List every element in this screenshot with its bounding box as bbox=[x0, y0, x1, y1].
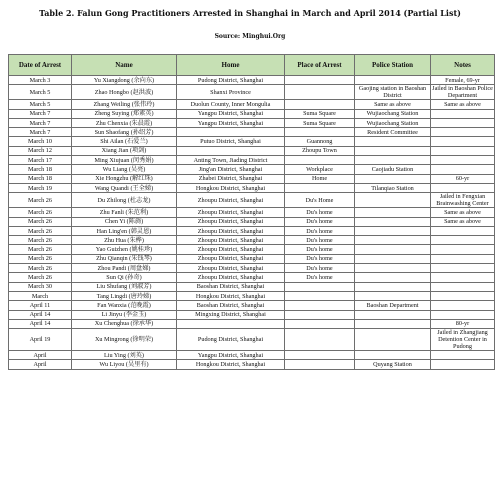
table-row bbox=[9, 137, 495, 146]
station-cell bbox=[355, 137, 431, 146]
notes-cell bbox=[431, 282, 495, 291]
date-cell: March 26 bbox=[9, 226, 72, 235]
place-cell: Suma Square bbox=[285, 109, 355, 118]
home-cell: Zhoupu District, Shanghai bbox=[177, 273, 285, 282]
station-cell bbox=[355, 282, 431, 291]
home-cell: Pudong District, Shanghai bbox=[177, 329, 285, 351]
name-cell: Zhu Fanli (朱范利) bbox=[72, 208, 177, 217]
name-cell: Han Ling'en (韩灵恩) bbox=[72, 226, 177, 235]
station-cell bbox=[355, 174, 431, 183]
notes-cell: Jailed in Fengxian Brainwashing Center bbox=[431, 193, 495, 208]
notes-cell bbox=[431, 273, 495, 282]
name-cell: Xiang Jian (项剑) bbox=[72, 146, 177, 155]
home-cell: Mingxing District, Shanghai bbox=[177, 310, 285, 319]
place-cell: Du's home bbox=[285, 226, 355, 235]
notes-cell: Jailed in Zhangjiang Detention Center in Pudong bbox=[431, 329, 495, 351]
name-cell: Li Jinyu (李金玉) bbox=[72, 310, 177, 319]
notes-cell bbox=[431, 245, 495, 254]
station-cell bbox=[355, 351, 431, 360]
table-row bbox=[9, 301, 495, 310]
date-cell: March 7 bbox=[9, 109, 72, 118]
station-cell bbox=[355, 245, 431, 254]
date-cell: March 12 bbox=[9, 146, 72, 155]
notes-cell bbox=[431, 301, 495, 310]
header-date: Date of Arrest bbox=[9, 55, 72, 76]
station-cell: Quyang Station bbox=[355, 360, 431, 369]
name-cell: Shi Ailan (石爱兰) bbox=[72, 137, 177, 146]
home-cell: Zhoupu District, Shanghai bbox=[177, 208, 285, 217]
table-row bbox=[9, 310, 495, 319]
date-cell: April 14 bbox=[9, 310, 72, 319]
table-row bbox=[9, 360, 495, 369]
place-cell bbox=[285, 128, 355, 137]
station-cell: Resident Committee bbox=[355, 128, 431, 137]
table-row bbox=[9, 264, 495, 273]
table-row bbox=[9, 85, 495, 100]
notes-cell bbox=[431, 264, 495, 273]
notes-cell: Same as above bbox=[431, 217, 495, 226]
table-row bbox=[9, 282, 495, 291]
table-source: Source: Minghui.Org bbox=[214, 33, 286, 40]
place-cell: Guannong bbox=[285, 137, 355, 146]
place-cell: Du's home bbox=[285, 208, 355, 217]
home-cell: Yangpu District, Shanghai bbox=[177, 118, 285, 127]
arrests-table bbox=[8, 54, 495, 370]
header-name: Name bbox=[72, 55, 177, 76]
table-row bbox=[9, 174, 495, 183]
home-cell: Zhoupu District, Shanghai bbox=[177, 226, 285, 235]
notes-cell bbox=[431, 291, 495, 300]
place-cell bbox=[285, 329, 355, 351]
station-cell bbox=[355, 273, 431, 282]
name-cell: Liu Shufang (刘淑芳) bbox=[72, 282, 177, 291]
date-cell: March 5 bbox=[9, 85, 72, 100]
place-cell: Workplace bbox=[285, 165, 355, 174]
place-cell: Du's home bbox=[285, 264, 355, 273]
date-cell: March 26 bbox=[9, 264, 72, 273]
name-cell: Sun Shaofang (孙绍芳) bbox=[72, 128, 177, 137]
station-cell: Baoshan Department bbox=[355, 301, 431, 310]
table-row bbox=[9, 146, 495, 155]
table-row bbox=[9, 156, 495, 165]
place-cell bbox=[285, 319, 355, 328]
notes-cell bbox=[431, 254, 495, 263]
home-cell: Zhoupu District, Shanghai bbox=[177, 245, 285, 254]
table-row bbox=[9, 100, 495, 109]
home-cell bbox=[177, 319, 285, 328]
place-cell bbox=[285, 301, 355, 310]
station-cell: Tilanqiao Station bbox=[355, 183, 431, 192]
table-row bbox=[9, 208, 495, 217]
date-cell: March 7 bbox=[9, 128, 72, 137]
name-cell: Chen Yi (陈旖) bbox=[72, 217, 177, 226]
home-cell: Hongkou District, Shanghai bbox=[177, 291, 285, 300]
header-place: Place of Arrest bbox=[285, 55, 355, 76]
station-cell bbox=[355, 217, 431, 226]
table-row bbox=[9, 351, 495, 360]
place-cell: Du's home bbox=[285, 236, 355, 245]
notes-cell bbox=[431, 118, 495, 127]
home-cell: Zhoupu District, Shanghai bbox=[177, 217, 285, 226]
name-cell: Zhu Qianqin (朱钱琴) bbox=[72, 254, 177, 263]
station-cell bbox=[355, 146, 431, 155]
date-cell: March 26 bbox=[9, 208, 72, 217]
place-cell bbox=[285, 85, 355, 100]
name-cell: Zhu Chenxia (朱晨霞) bbox=[72, 118, 177, 127]
name-cell: Yu Xiangdong (余向东) bbox=[72, 76, 177, 85]
place-cell bbox=[285, 156, 355, 165]
place-cell: Du's Home bbox=[285, 193, 355, 208]
home-cell: Jing'an District, Shanghai bbox=[177, 165, 285, 174]
date-cell: March 19 bbox=[9, 183, 72, 192]
name-cell: Ming Xiujuan (闵秀娟) bbox=[72, 156, 177, 165]
station-cell: Gaojing station in Baoshan District bbox=[355, 85, 431, 100]
date-cell: March 30 bbox=[9, 282, 72, 291]
table-row bbox=[9, 118, 495, 127]
place-cell bbox=[285, 360, 355, 369]
notes-cell bbox=[431, 156, 495, 165]
place-cell bbox=[285, 76, 355, 85]
name-cell: Fan Wanxia (范晚霞) bbox=[72, 301, 177, 310]
home-cell: Anting Town, Jiading District bbox=[177, 156, 285, 165]
header-notes: Notes bbox=[431, 55, 495, 76]
name-cell: Wu Liyou (吴里有) bbox=[72, 360, 177, 369]
name-cell: Xie Hongzhu (解红珠) bbox=[72, 174, 177, 183]
name-cell: Du Zhilong (杜志龙) bbox=[72, 193, 177, 208]
name-cell: Wang Quandi (王全娣) bbox=[72, 183, 177, 192]
table-row bbox=[9, 226, 495, 235]
date-cell: April bbox=[9, 351, 72, 360]
name-cell: Zhang Weiling (张伟玲) bbox=[72, 100, 177, 109]
home-cell: Duolun County, Inner Mongulia bbox=[177, 100, 285, 109]
header-home: Home bbox=[177, 55, 285, 76]
place-cell: Zhoupu Town bbox=[285, 146, 355, 155]
station-cell: Wujiaochang Station bbox=[355, 118, 431, 127]
notes-cell: Jailed in Baoshan Police Department bbox=[432, 85, 493, 100]
station-cell: Wujiaochang Station bbox=[355, 109, 431, 118]
home-cell: Baoshan District, Shanghai bbox=[177, 282, 285, 291]
notes-cell bbox=[431, 226, 495, 235]
table-row bbox=[9, 109, 495, 118]
notes-cell bbox=[431, 109, 495, 118]
table-row bbox=[9, 128, 495, 137]
name-cell: Sun Qi (孙奇) bbox=[72, 273, 177, 282]
home-cell bbox=[177, 128, 285, 137]
table-row bbox=[9, 245, 495, 254]
place-cell: Du's home bbox=[285, 254, 355, 263]
home-cell: Putuo District, Shanghai bbox=[177, 137, 285, 146]
station-cell bbox=[355, 264, 431, 273]
place-cell bbox=[285, 282, 355, 291]
home-cell: Hongkou District, Shanghai bbox=[177, 183, 285, 192]
table-row bbox=[9, 183, 495, 192]
home-cell: Zhoupu District, Shanghai bbox=[177, 236, 285, 245]
home-cell: Zhabei District, Shanghai bbox=[177, 174, 285, 183]
home-cell: Zhoupu District, Shanghai bbox=[177, 193, 285, 208]
notes-cell: Same as above bbox=[431, 208, 495, 217]
home-cell: Yangpu District, Shanghai bbox=[177, 109, 285, 118]
name-cell: Liu Ying (刘英) bbox=[72, 351, 177, 360]
name-cell: Tang Lingdi (唐玲娣) bbox=[72, 291, 177, 300]
station-cell bbox=[355, 226, 431, 235]
home-cell: Pudong District, Shanghai bbox=[177, 76, 285, 85]
notes-cell bbox=[431, 310, 495, 319]
place-cell bbox=[285, 310, 355, 319]
date-cell: March 5 bbox=[9, 100, 72, 109]
notes-cell bbox=[431, 351, 495, 360]
notes-cell bbox=[431, 183, 495, 192]
date-cell: March 26 bbox=[9, 245, 72, 254]
home-cell: Shanxi Province bbox=[177, 85, 285, 100]
name-cell: Xu Chenghua (徐承华) bbox=[72, 319, 177, 328]
station-cell: Caojiadu Station bbox=[355, 165, 431, 174]
place-cell: Du's home bbox=[285, 245, 355, 254]
station-cell bbox=[355, 254, 431, 263]
place-cell: Du's home bbox=[285, 273, 355, 282]
table-row bbox=[9, 165, 495, 174]
station-cell bbox=[355, 310, 431, 319]
date-cell: March 26 bbox=[9, 254, 72, 263]
station-cell bbox=[355, 208, 431, 217]
place-cell bbox=[285, 291, 355, 300]
home-cell: Hongkou District, Shanghai bbox=[177, 360, 285, 369]
name-cell: Yao Guizhen (姚桂珍) bbox=[72, 245, 177, 254]
notes-cell: Female, 69-yr bbox=[431, 76, 495, 85]
notes-cell bbox=[431, 360, 495, 369]
home-cell: Baoshan District, Shanghai bbox=[177, 301, 285, 310]
date-cell: March 18 bbox=[9, 174, 72, 183]
notes-cell: Same as above bbox=[431, 100, 495, 109]
notes-cell bbox=[431, 165, 495, 174]
station-cell bbox=[355, 76, 431, 85]
header-station: Police Station bbox=[355, 55, 431, 76]
date-cell: March 26 bbox=[9, 273, 72, 282]
home-cell: Zhoupu District, Shanghai bbox=[177, 254, 285, 263]
station-cell bbox=[355, 319, 431, 328]
notes-cell bbox=[431, 128, 495, 137]
date-cell: March 18 bbox=[9, 165, 72, 174]
station-cell bbox=[355, 291, 431, 300]
home-cell: Yangpu District, Shanghai bbox=[177, 351, 285, 360]
table-row bbox=[9, 76, 495, 85]
home-cell bbox=[177, 146, 285, 155]
place-cell: Home bbox=[285, 174, 355, 183]
table-row bbox=[9, 319, 495, 328]
table-row bbox=[9, 217, 495, 226]
date-cell: April 19 bbox=[9, 329, 72, 351]
name-cell: Wu Liang (吴亮) bbox=[72, 165, 177, 174]
notes-cell bbox=[431, 137, 495, 146]
notes-cell: 80-yr bbox=[431, 319, 495, 328]
date-cell: March 26 bbox=[9, 217, 72, 226]
date-cell: April 11 bbox=[9, 301, 72, 310]
date-cell: March 17 bbox=[9, 156, 72, 165]
name-cell: Xu Mingrong (徐明荣) bbox=[72, 329, 177, 351]
date-cell: April 14 bbox=[9, 319, 72, 328]
date-cell: March bbox=[9, 291, 72, 300]
name-cell: Zheng Suying (郑素英) bbox=[72, 109, 177, 118]
date-cell: March 10 bbox=[9, 137, 72, 146]
place-cell: Suma Square bbox=[285, 118, 355, 127]
place-cell bbox=[285, 351, 355, 360]
notes-cell: 60-yr bbox=[431, 174, 495, 183]
place-cell bbox=[285, 183, 355, 192]
table-row bbox=[9, 273, 495, 282]
notes-cell bbox=[431, 236, 495, 245]
place-cell: Du's home bbox=[285, 217, 355, 226]
date-cell: April bbox=[9, 360, 72, 369]
station-cell: Same as above bbox=[355, 100, 431, 109]
table-header-row bbox=[9, 55, 495, 76]
table-row bbox=[9, 236, 495, 245]
table-title: Table 2. Falun Gong Practitioners Arrested in Shanghai in March and April 2014 (Partial List) bbox=[39, 8, 461, 18]
table-row bbox=[9, 329, 495, 351]
place-cell bbox=[285, 100, 355, 109]
home-cell: Zhoupu District, Shanghai bbox=[177, 264, 285, 273]
table-row bbox=[9, 254, 495, 263]
station-cell bbox=[355, 329, 431, 351]
notes-cell bbox=[431, 146, 495, 155]
date-cell: March 3 bbox=[9, 76, 72, 85]
station-cell bbox=[355, 156, 431, 165]
name-cell: Zhou Pandi (周盘娣) bbox=[72, 264, 177, 273]
table-row bbox=[9, 291, 495, 300]
name-cell: Zhu Hua (朱桦) bbox=[72, 236, 177, 245]
date-cell: March 26 bbox=[9, 236, 72, 245]
station-cell bbox=[355, 236, 431, 245]
table-row bbox=[9, 193, 495, 208]
date-cell: March 7 bbox=[9, 118, 72, 127]
name-cell: Zhao Hongbo (赵洪波) bbox=[72, 85, 177, 100]
station-cell bbox=[355, 193, 431, 208]
date-cell: March 26 bbox=[9, 193, 72, 208]
